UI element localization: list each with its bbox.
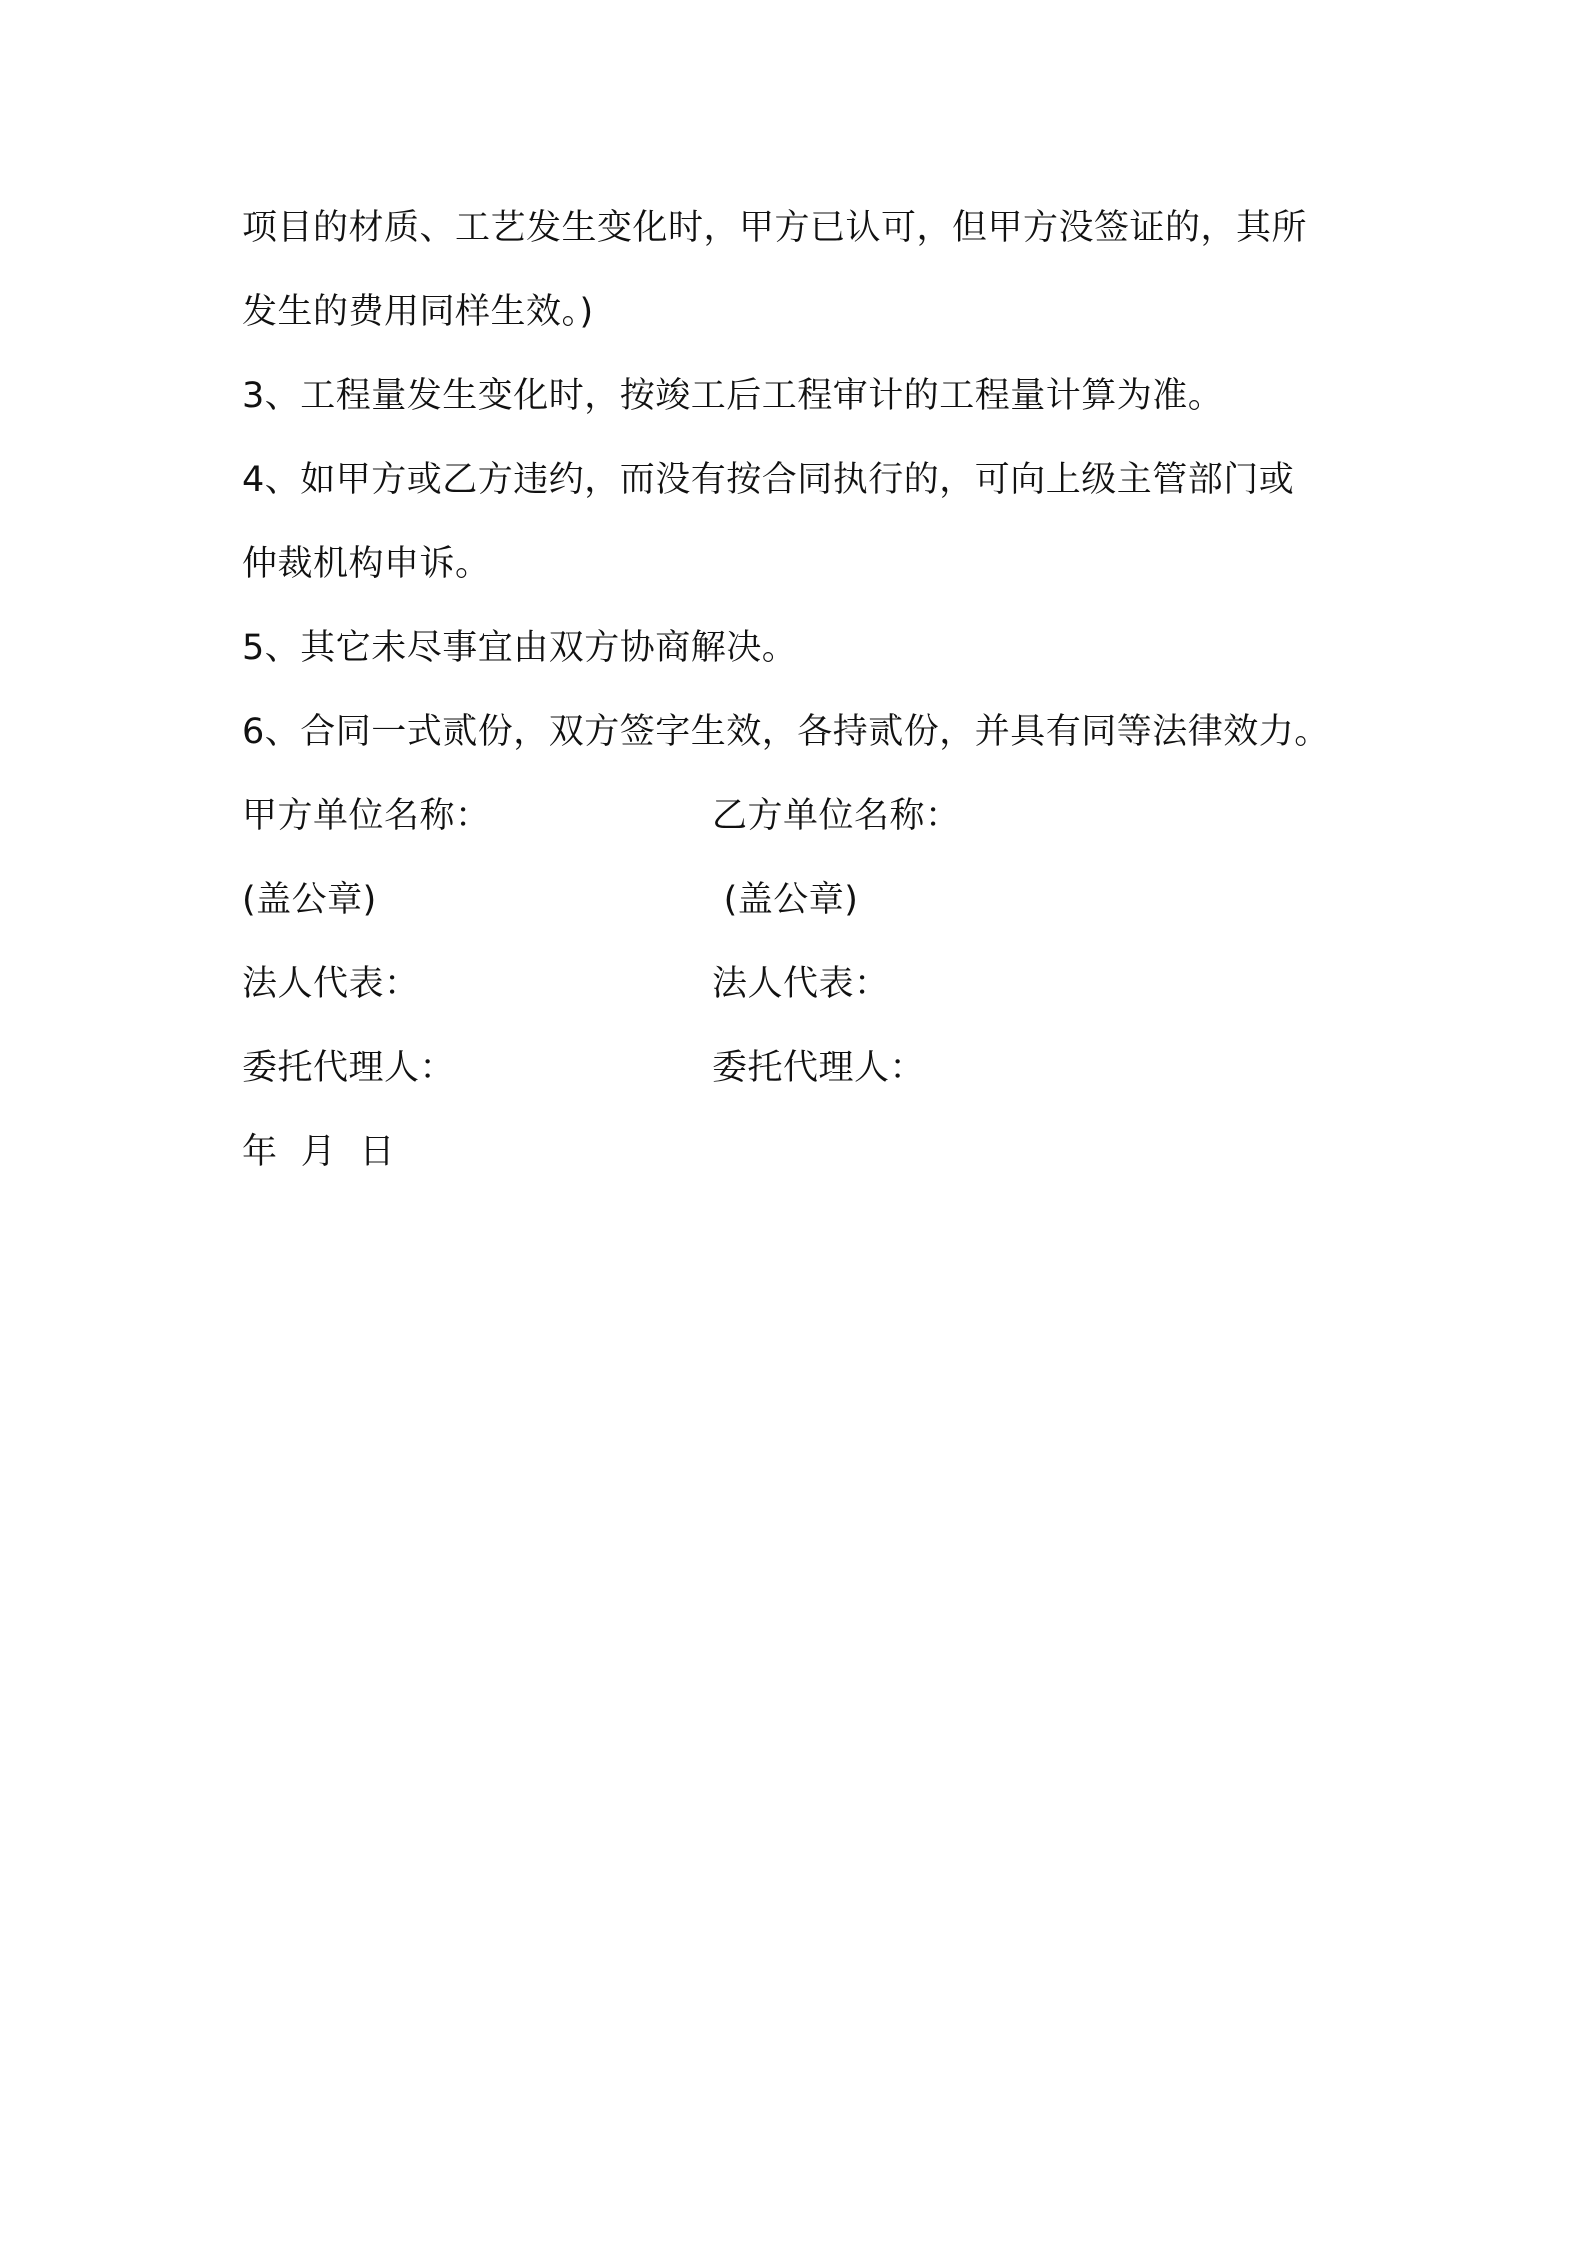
party-a-legal-rep-label: 法人代表： <box>242 964 420 1004</box>
party-b-agent-label: 委托代理人： <box>712 1048 926 1088</box>
party-b-seal-label: (盖公章) <box>712 880 859 920</box>
clause-3: 3、工程量发生变化时，按竣工后工程审计的工程量计算为准。 <box>242 376 1224 416</box>
date-line: 年 月 日 <box>242 1132 396 1172</box>
signature-row-agent <box>242 1044 1342 1092</box>
signature-row-company-name <box>242 792 1342 840</box>
party-a-agent-label: 委托代理人： <box>242 1048 456 1088</box>
clause-4-line-2: 仲裁机构申诉。 <box>242 544 491 584</box>
party-a-name-label: 甲方单位名称： <box>242 796 491 836</box>
clause-5: 5、其它未尽事宜由双方协商解决。 <box>242 628 798 668</box>
signature-row-legal-rep <box>242 960 1342 1008</box>
clause-6: 6、合同一式贰份，双方签字生效，各持贰份，并具有同等法律效力。 <box>242 712 1330 752</box>
party-b-name-label: 乙方单位名称： <box>712 796 961 836</box>
signature-row-seal <box>242 876 1342 924</box>
party-a-seal-label: (盖公章) <box>242 880 377 920</box>
clause-4-line-1: 4、如甲方或乙方违约，而没有按合同执行的，可向上级主管部门或 <box>242 460 1295 500</box>
paragraph-line-1: 项目的材质、工艺发生变化时，甲方已认可，但甲方没签证的，其所 <box>242 208 1308 248</box>
party-b-legal-rep-label: 法人代表： <box>712 964 890 1004</box>
paragraph-line-2: 发生的费用同样生效。) <box>242 292 594 332</box>
